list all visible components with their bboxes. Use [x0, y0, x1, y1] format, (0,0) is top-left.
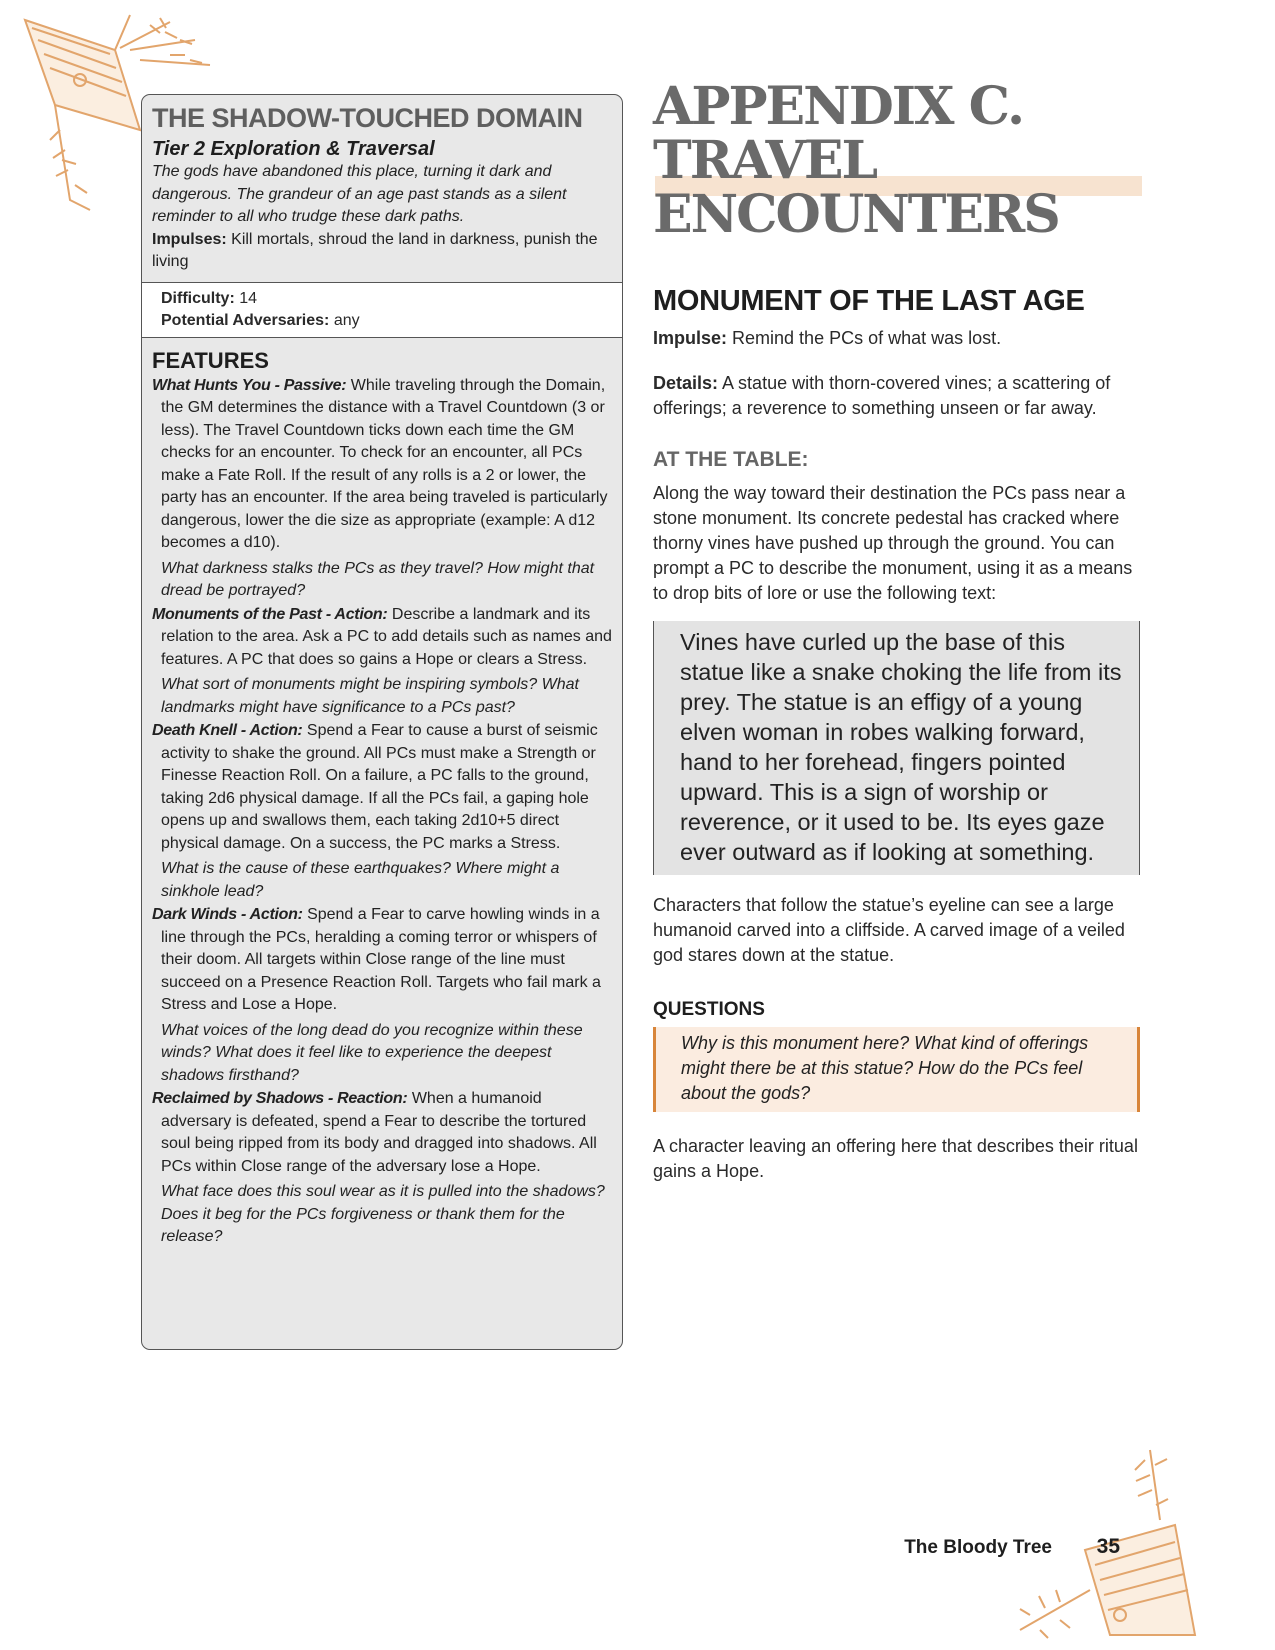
feature-text-block	[152, 604, 612, 672]
feature-what-hunts-you	[152, 375, 612, 603]
environment-stat-block	[141, 94, 623, 1350]
feature-name: Reclaimed by Shadows - Reaction:	[152, 1090, 408, 1107]
details-text: A statue with thorn-covered vines; a scattering of offerings; a reverence to something unseen or far away.	[653, 373, 1111, 418]
feature-text: Spend a Fear to carve howling winds in a line through the PCs, heralding a coming terror or whispers of their doom. All targets within Close range of the line must succeed on a Presence Reaction Roll. Targets who fail mark a Stress and Lose a Hope.	[161, 906, 601, 1013]
feature-monuments-of-the-past	[152, 604, 612, 720]
appendix-title	[653, 76, 1140, 245]
impulses-line	[152, 229, 612, 274]
feature-reclaimed-by-shadows	[152, 1088, 612, 1249]
after-text: Characters that follow the statue’s eyeline can see a large humanoid carved into a cliffside. A carved image of a veiled god stares down at the statue.	[653, 895, 1125, 965]
feature-question: What is the cause of these earthquakes? Where might a sinkhole lead?	[161, 860, 560, 900]
impulse-line	[653, 326, 1140, 351]
feature-text: When a humanoid adversary is defeated, spend a Fear to describe the tortured soul being ripped from its body and dragged into shadows. All PCs within Close range of the adversary lose a Hope.	[161, 1090, 597, 1175]
feature-text-block	[152, 1088, 612, 1178]
feature-text-block	[152, 375, 612, 555]
feature-text-block	[152, 904, 612, 1017]
feature-name: What Hunts You - Passive:	[152, 376, 347, 394]
questions-box: Why is this monument here? What kind of offerings might there be at this statue? How do the PCs feel about the gods?	[653, 1027, 1140, 1112]
appendix-title-line-2: ENCOUNTERS	[653, 184, 1059, 245]
feature-question: What voices of the long dead do you recognize within these winds? What does it feel like to experience the deepest shadows firsthand?	[161, 1021, 583, 1084]
feature-question: What darkness stalks the PCs as they travel? How might that dread be portrayed?	[161, 559, 595, 599]
adversaries-label: Potential Adversaries:	[161, 312, 330, 329]
closing-text: A character leaving an offering here that describes their ritual gains a Hope.	[653, 1136, 1138, 1181]
difficulty-label: Difficulty:	[161, 289, 235, 307]
details-line	[653, 371, 1140, 421]
encounter-title: MONUMENT OF THE LAST AGE	[653, 285, 1085, 317]
footer-book-title: The Bloody Tree	[904, 1537, 1052, 1558]
difficulty-line	[161, 288, 603, 311]
feature-question: What sort of monuments might be inspiring symbols? What landmarks might have significance to a PCs past?	[161, 676, 579, 716]
difficulty-box	[142, 282, 622, 338]
impulses-text: Kill mortals, shroud the land in darkness, punish the living	[152, 230, 598, 270]
page-number: 35	[1096, 1535, 1120, 1558]
feature-death-knell	[152, 720, 612, 903]
feature-question: What face does this soul wear as it is pulled into the shadows? Does it beg for the PCs forgiveness or thank them for the release?	[161, 1183, 605, 1245]
adversaries-value: any	[333, 312, 360, 329]
features-heading: FEATURES	[152, 347, 269, 373]
feature-dark-winds	[152, 904, 612, 1087]
difficulty-value: 14	[239, 289, 258, 307]
feature-text: Describe a landmark and its relation to the area. Ask a PC to add details such as names and features. A PC that does so gains a Hope or clears a Stress.	[161, 605, 612, 668]
at-the-table-heading: AT THE TABLE:	[653, 448, 809, 471]
questions-heading: QUESTIONS	[653, 999, 765, 1020]
feature-name: Dark Winds - Action:	[152, 906, 303, 923]
feature-text: Spend a Fear to cause a burst of seismic activity to shake the ground. All PCs must make a Strength or Finesse Reaction Roll. On a failure, a PC falls to the ground, taking 2d6 physical damage. If all the PCs fail, a gaping hole opens up and swallows them, each taking 2d10+5 direct physical damage. On a success, the PC marks a Stress.	[161, 722, 598, 852]
impulse-text: Remind the PCs of what was lost.	[732, 328, 1002, 348]
feature-name: Monuments of the Past - Action:	[152, 605, 388, 623]
feature-text-block	[152, 720, 612, 855]
impulse-label: Impulse:	[653, 328, 728, 348]
impulses-label: Impulses:	[152, 230, 227, 248]
details-label: Details:	[653, 373, 719, 393]
stat-block-description: The gods have abandoned this place, turning it dark and dangerous. The grandeur of an age past stands as a silent reminder to all who trudge these dark paths.	[152, 163, 567, 225]
at-the-table-text: Along the way toward their destination the PCs pass near a stone monument. Its concrete pedestal has cracked where thorny vines have pushed up through the ground. You can prompt a PC to describe the monument, using it as a means to drop bits of lore or use the following text:	[653, 483, 1133, 603]
travel-encounter-column	[653, 76, 1140, 1184]
stat-block-title: THE SHADOW-TOUCHED DOMAIN	[152, 103, 583, 133]
adversaries-line	[161, 310, 603, 333]
read-aloud-box: Vines have curled up the base of this statue like a snake choking the life from its prey. The statue is an effigy of a young elven woman in robes walking forward, hand to her forehead, fingers pointed upward. This is a sign of worship or reverence, or it used to be. Its eyes gaze ever outward as if looking at something.	[653, 621, 1140, 875]
stat-block-tier: Tier 2 Exploration & Traversal	[152, 138, 435, 160]
feature-text: While traveling through the Domain, the GM determines the distance with a Travel Countdown (3 or less). The Travel Countdown ticks down each time the GM checks for an encounter. To check for an encounter, all PCs make a Fate Roll. If the result of any rolls is a 2 or lower, the party has an encounter. If the area being traveled is particularly dangerous, lower the die size as appropriate (example: A d12 becomes a d10).	[161, 376, 608, 551]
feature-name: Death Knell - Action:	[152, 722, 303, 739]
appendix-title-line-1: APPENDIX C. TRAVEL	[653, 76, 1024, 191]
